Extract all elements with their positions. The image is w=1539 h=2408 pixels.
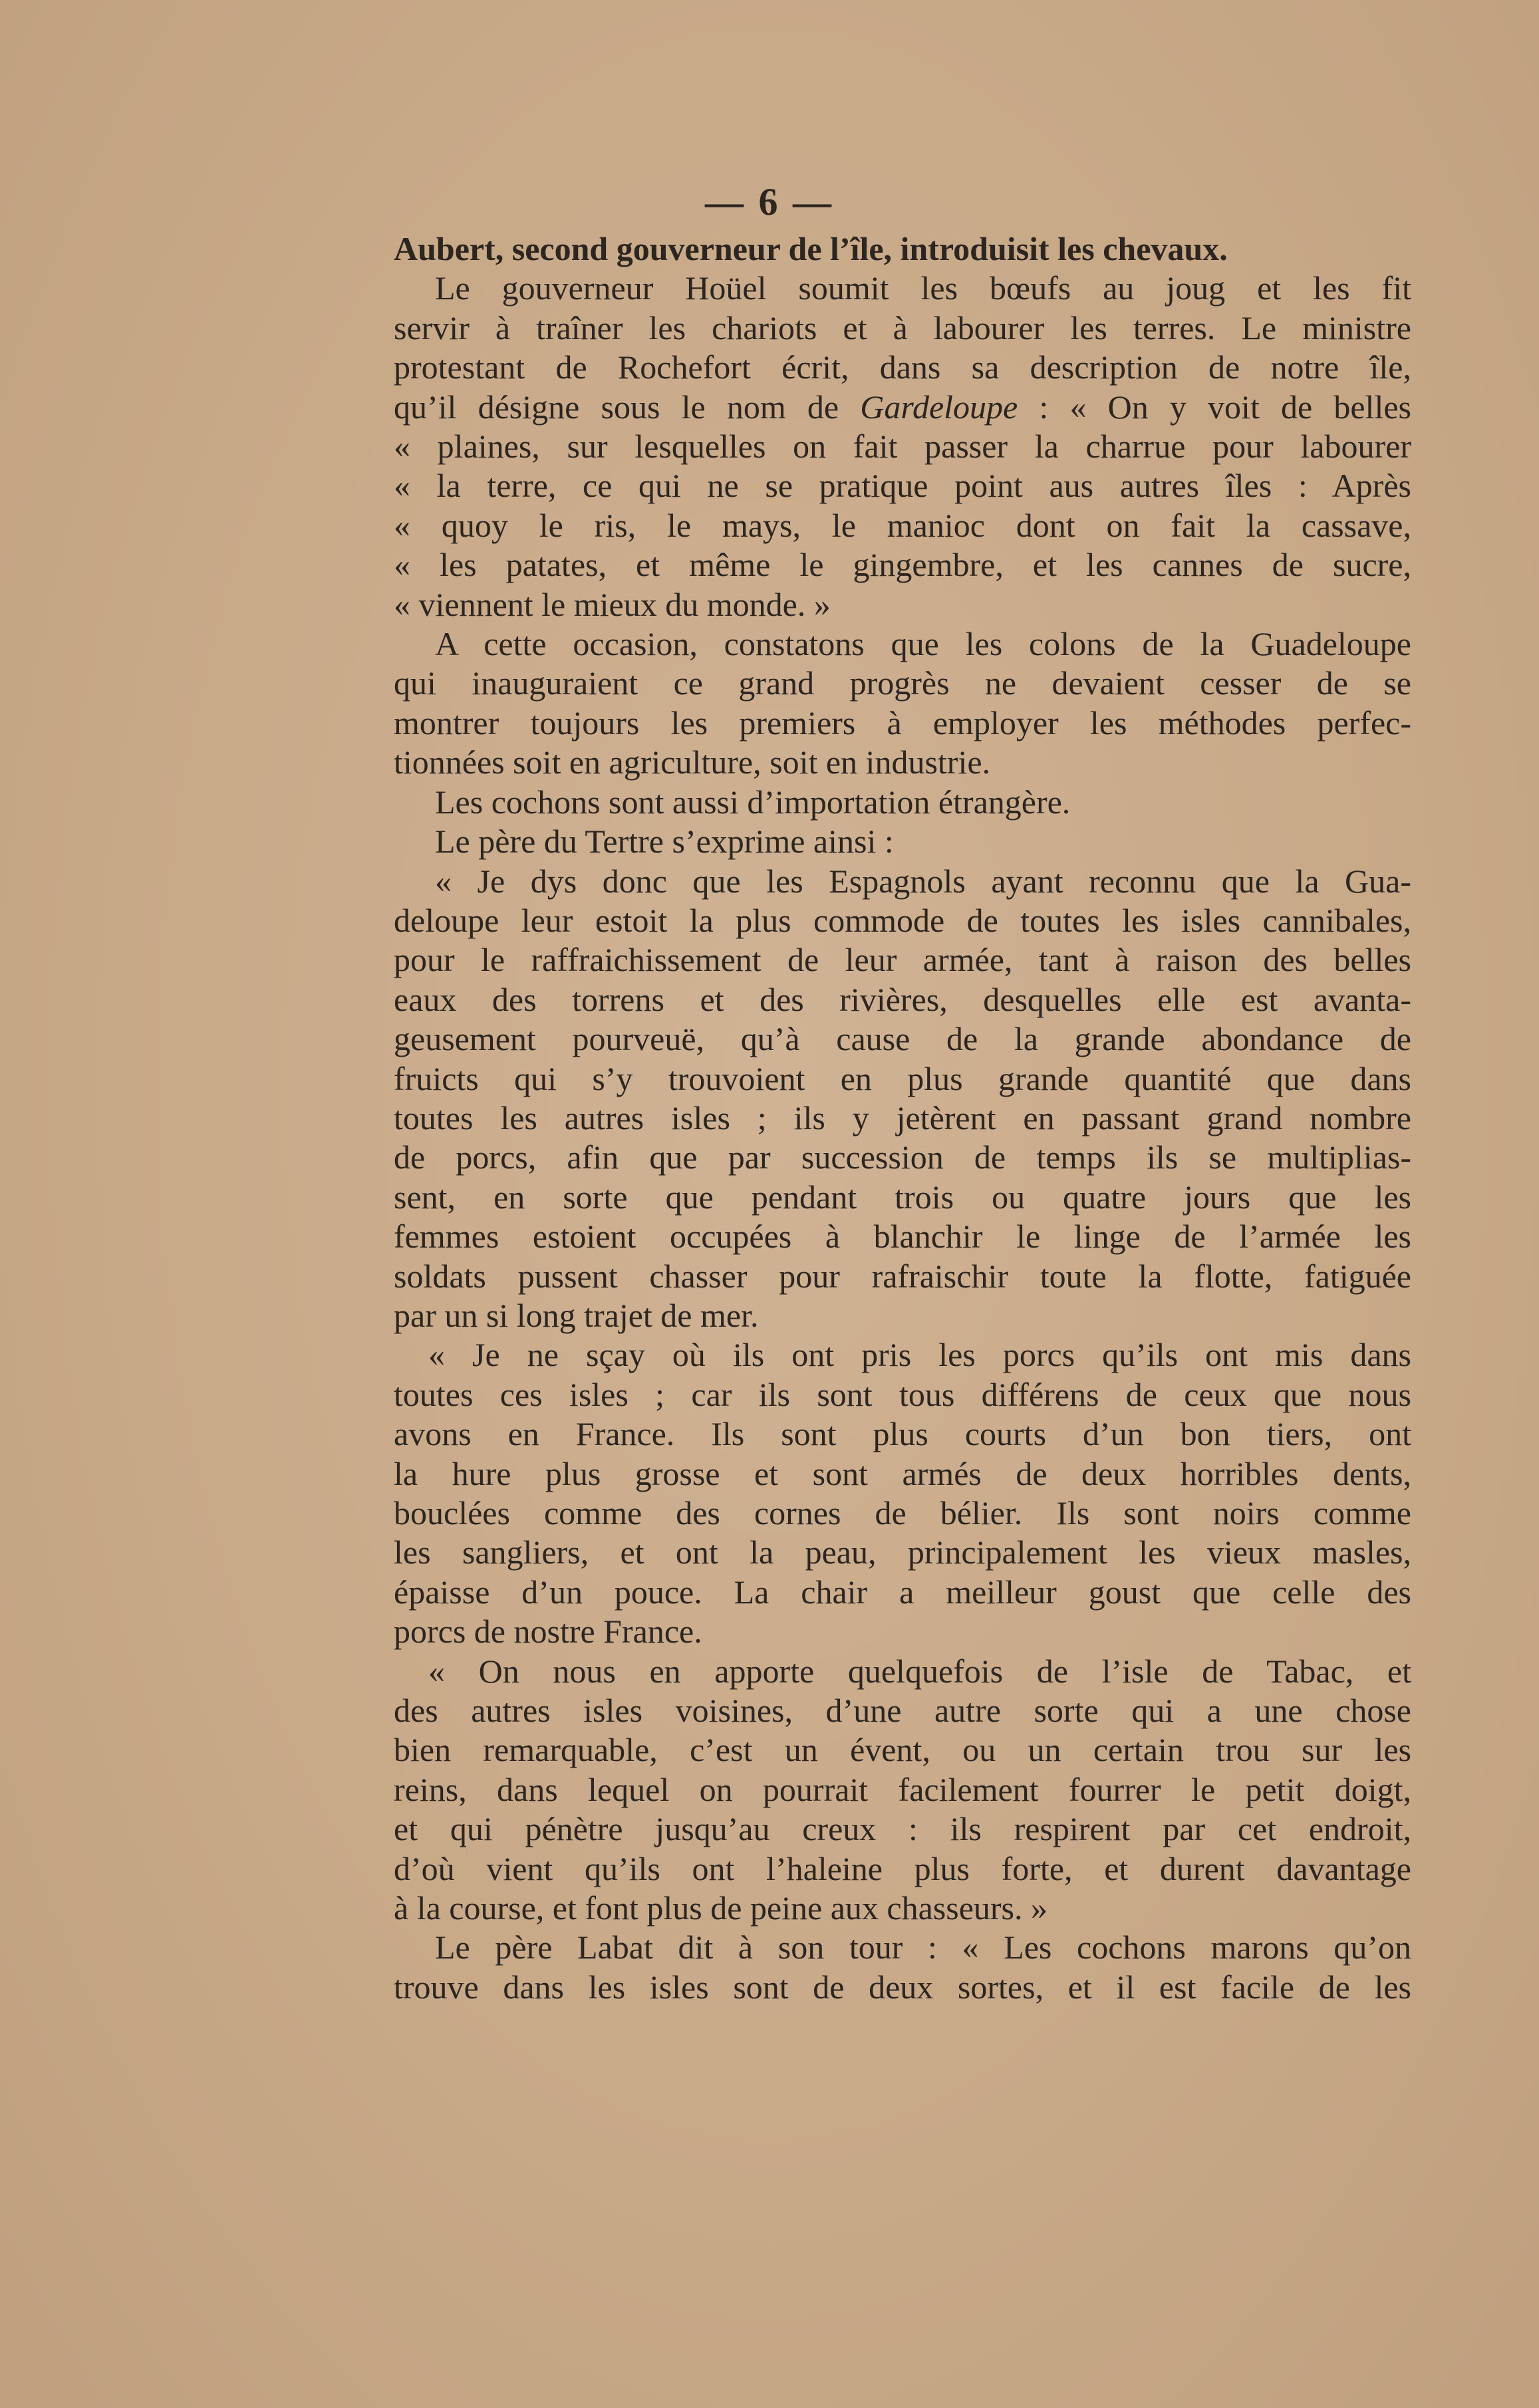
text-line: « quoy le ris, le mays, le manioc dont on fait la cassave, <box>394 506 1411 544</box>
text-line: à la course, et font plus de peine aux chasseurs. » <box>394 1889 1048 1927</box>
text-line: deloupe leur estoit la plus commode de toutes les isles cannibales, <box>394 901 1411 939</box>
text-line: « les patates, et même le gingembre, et les cannes de sucre, <box>394 546 1411 584</box>
text-line: Les cochons sont aussi d’importation étrangère. <box>435 783 1071 821</box>
italic-term: Gardeloupe <box>860 388 1018 426</box>
text-line: d’où vient qu’ils ont l’haleine plus forte, et durent davantage <box>394 1849 1411 1887</box>
text-line: « Je dys donc que les Espagnols ayant reconnu que la Gua- <box>435 862 1411 900</box>
text-line: protestant de Rochefort écrit, dans sa description de notre île, <box>394 348 1411 386</box>
text-line: femmes estoient occupées à blanchir le linge de l’armée les <box>394 1218 1411 1256</box>
text-line: « la terre, ce qui ne se pratique point aus autres îles : Après <box>394 467 1411 505</box>
text-line: eaux des torrens et des rivières, desquelles elle est avanta- <box>394 980 1411 1018</box>
text-line: geusement pourveuë, qu’à cause de la grande abondance de <box>394 1020 1411 1058</box>
text-line: de porcs, afin que par succession de temps ils se multiplias- <box>394 1138 1411 1176</box>
text-line: soldats pussent chasser pour rafraischir toute la flotte, fatiguée <box>394 1257 1411 1295</box>
text-line: les sangliers, et ont la peau, principalement les vieux masles, <box>394 1534 1411 1571</box>
text-line: montrer toujours les premiers à employer les méthodes perfec- <box>394 704 1411 741</box>
text-line: « On nous en apporte quelquefois de l’isle de Tabac, et <box>428 1652 1411 1690</box>
text-line: Le père du Tertre s’exprime ainsi : <box>435 823 894 861</box>
text-line: porcs de nostre France. <box>394 1613 702 1651</box>
text-line: trouve dans les isles sont de deux sortes, et il est facile de les <box>394 1968 1411 2006</box>
text-line: par un si long trajet de mer. <box>394 1296 759 1334</box>
text-line: sent, en sorte que pendant trois ou quatre jours que les <box>394 1178 1411 1216</box>
text-segment: qu’il désigne sous le nom de <box>394 388 861 426</box>
text-line: Le gouverneur Hoüel soumit les bœufs au joug et les fit <box>435 269 1411 307</box>
text-line: épaisse d’un pouce. La chair a meilleur goust que celle des <box>394 1573 1411 1611</box>
text-line: pour le raffraichissement de leur armée, tant à raison des belles <box>394 941 1411 979</box>
text-line: « Je ne sçay où ils ont pris les porcs qu’ils ont mis dans <box>428 1336 1411 1374</box>
text-line: Aubert, second gouverneur de l’île, introduisit les chevaux. <box>394 230 1228 267</box>
text-line: « plaines, sur lesquelles on fait passer la charrue pour labourer <box>394 428 1411 466</box>
text-segment: : « On y voit de belles <box>1018 388 1411 426</box>
text-line: fruicts qui s’y trouvoient en plus grande quantité que dans <box>394 1059 1411 1097</box>
text-line: « viennent le mieux du monde. » <box>394 585 831 623</box>
text-line: la hure plus grosse et sont armés de deux horribles dents, <box>394 1454 1411 1492</box>
text-line: A cette occasion, constatons que les colons de la Guadeloupe <box>435 625 1411 663</box>
text-line: qui inauguraient ce grand progrès ne devaient cesser de se <box>394 664 1411 702</box>
text-line: et qui pénètre jusqu’au creux : ils respirent par cet endroit, <box>394 1810 1411 1848</box>
text-line: des autres isles voisines, d’une autre sorte qui a une chose <box>394 1692 1411 1730</box>
text-line: bien remarquable, c’est un évent, ou un certain trou sur les <box>394 1731 1411 1769</box>
text-line: reins, dans lequel on pourrait facilement fourrer le petit doigt, <box>394 1770 1411 1808</box>
text-line: tionnées soit en agriculture, soit en industrie. <box>394 743 991 781</box>
body-text <box>394 229 1411 2007</box>
text-line: bouclées comme des cornes de bélier. Ils sont noirs comme <box>394 1494 1411 1532</box>
page-number: — 6 — <box>705 180 834 223</box>
text-line: servir à traîner les chariots et à labourer les terres. Le ministre <box>394 309 1411 346</box>
text-line <box>394 388 1411 427</box>
text-line: toutes ces isles ; car ils sont tous différens de ceux que nous <box>394 1375 1411 1413</box>
text-line: avons en France. Ils sont plus courts d’un bon tiers, ont <box>394 1415 1411 1453</box>
text-line: toutes les autres isles ; ils y jetèrent en passant grand nombre <box>394 1099 1411 1137</box>
text-line: Le père Labat dit à son tour : « Les cochons marons qu’on <box>435 1929 1411 1966</box>
